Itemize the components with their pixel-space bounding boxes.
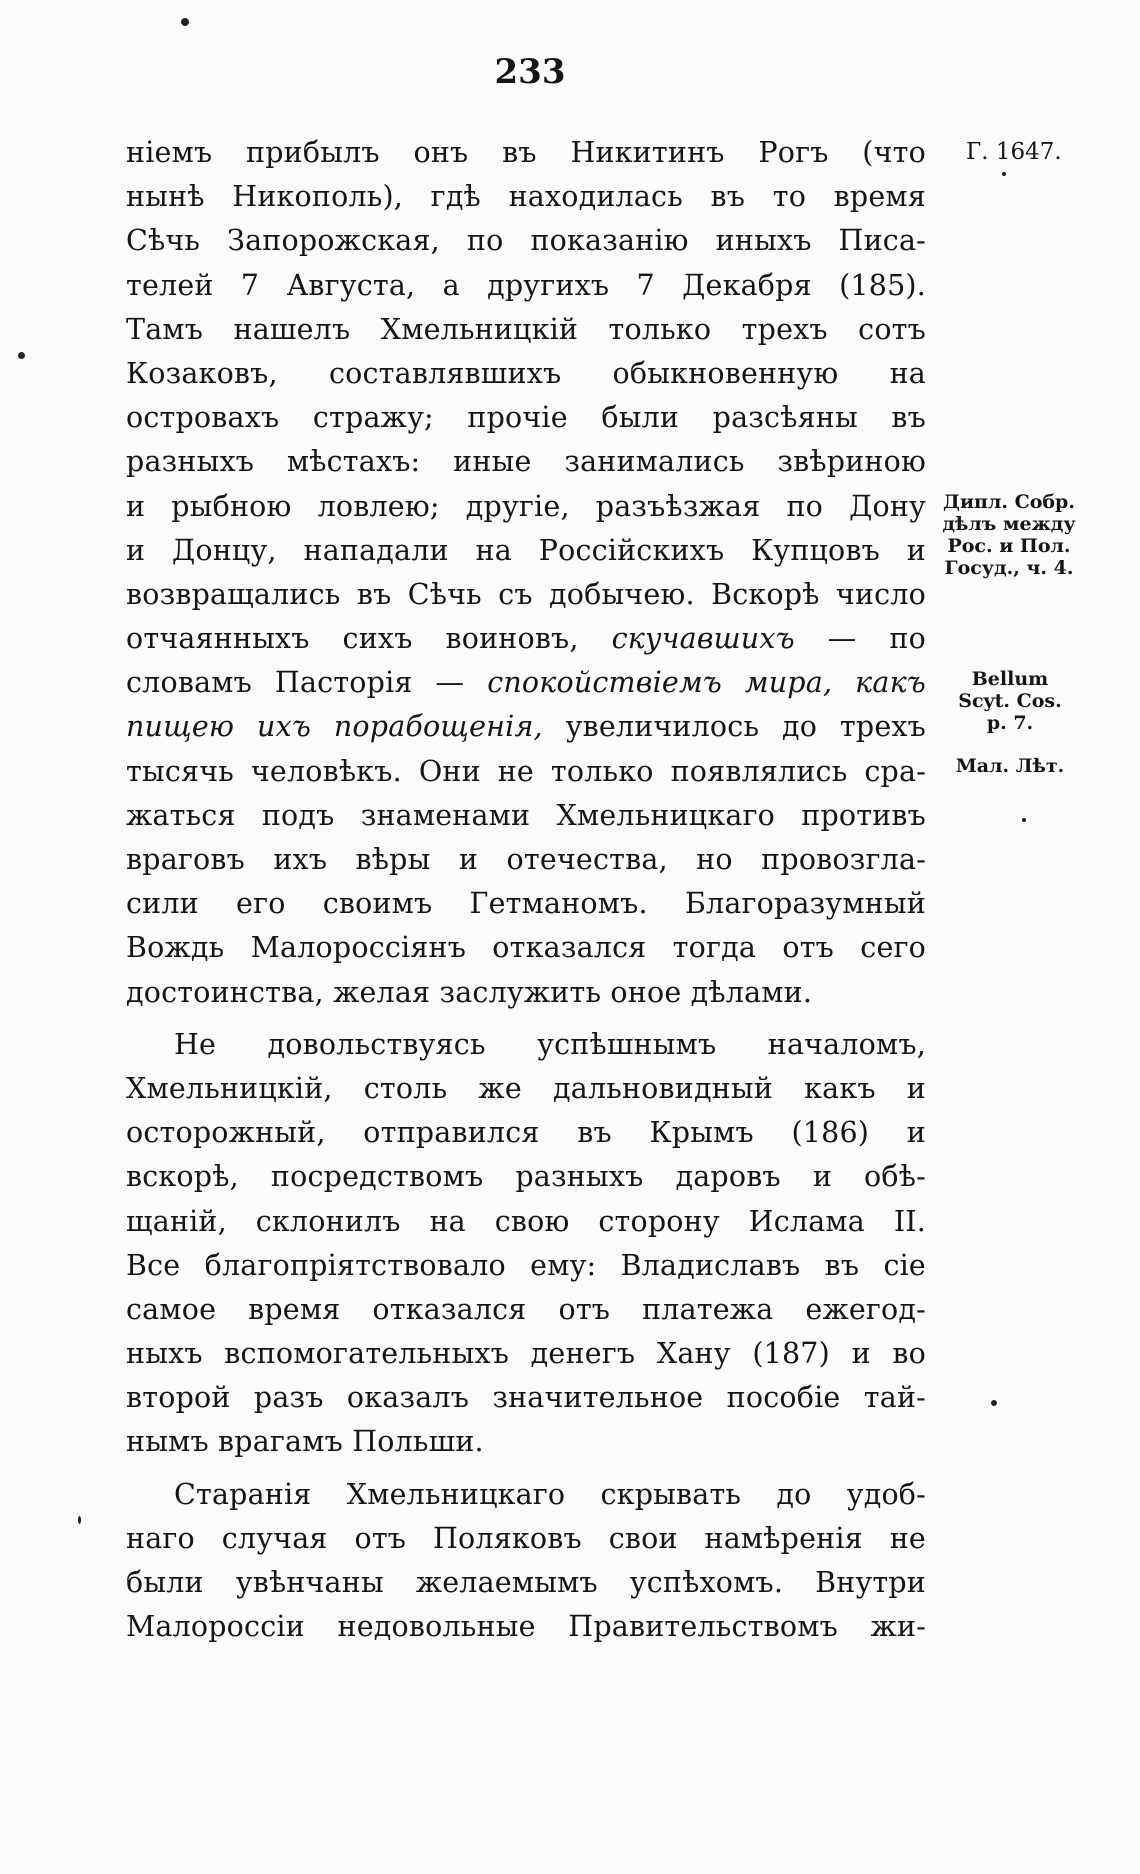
text-line: и рыбною ловлею; другіе, разъѣзжая по Дону xyxy=(126,489,926,523)
italic-run: скучавшихъ xyxy=(611,622,795,656)
italic-run: спокойствіемъ мира, какъ xyxy=(487,666,926,700)
text-line: достоинства, желая заслужить оное дѣлами. xyxy=(126,975,813,1009)
text-line: щаній, склонилъ на свою сторону Ислама II. xyxy=(126,1204,926,1238)
text-line xyxy=(126,661,926,705)
page-number: 233 xyxy=(494,52,566,92)
text-line: Хмельницкій, столь же дальновидный какъ и xyxy=(126,1071,926,1105)
text-line: и Донцу, нападали на Россійскихъ Купцовъ и xyxy=(126,533,926,567)
paragraph-gap xyxy=(126,1015,926,1023)
text-line: сили его своимъ Гетманомъ. Благоразумный xyxy=(126,887,926,921)
margin-note-line: Рос. и Пол. xyxy=(947,535,1071,557)
text-line xyxy=(126,617,926,661)
text-line: Все благопріятствовало ему: Владиславъ въ сіе xyxy=(126,1248,926,1282)
margin-note-line: Дипл. Собр. xyxy=(943,491,1075,513)
text-line: наго случая отъ Поляковъ свои намѣренія не xyxy=(126,1521,926,1555)
text-line: Малороссіи недовольные Правительствомъ жи- xyxy=(126,1610,926,1644)
margin-note-source: Мал. Лѣт. xyxy=(955,755,1065,777)
ink-speck xyxy=(181,18,189,26)
text-run: увеличилось до трехъ xyxy=(542,710,926,744)
paragraph-gap xyxy=(126,1465,926,1473)
margin-note-line: p. 7. xyxy=(986,712,1034,734)
text-line: тысячь человѣкъ. Они не только появлялись сра- xyxy=(126,754,926,788)
text-line xyxy=(126,705,926,749)
ink-speck xyxy=(1002,172,1006,176)
text-line: Вождь Малороссіянъ отказался тогда отъ сего xyxy=(126,931,926,965)
margin-note-source xyxy=(950,668,1070,734)
margin-note-line: дѣлъ между xyxy=(942,513,1076,535)
text-line: ніемъ прибылъ онъ въ Никитинъ Рогъ (что xyxy=(126,136,926,169)
text-line: враговъ ихъ вѣры и отечества, но провозгла- xyxy=(126,843,926,876)
ink-speck xyxy=(78,1516,81,1524)
text-line: ныхъ вспомогательныхъ денегъ Хану (187) и во xyxy=(126,1337,926,1371)
text-line: островахъ стражу; прочіе были разсѣяны въ xyxy=(126,401,926,435)
body-text xyxy=(126,131,926,1649)
text-line: нымъ врагамъ Польши. xyxy=(126,1425,484,1459)
italic-run: пищею ихъ порабощенія, xyxy=(126,710,543,744)
margin-note-line: Bellum xyxy=(971,668,1049,690)
margin-note-year: Г. 1647. xyxy=(966,139,1062,165)
text-run: отчаянныхъ сихъ воиновъ, xyxy=(126,622,612,656)
text-line: телей 7 Августа, а другихъ 7 Декабря (185). xyxy=(126,268,926,302)
text-line: самое время отказался отъ платежа ежегод- xyxy=(126,1292,926,1326)
text-line: нынѣ Никополь), гдѣ находилась въ то время xyxy=(126,180,926,214)
text-line: Козаковъ, составлявшихъ обыкновенную на xyxy=(126,356,926,390)
text-run: — по xyxy=(794,622,926,656)
text-line: Тамъ нашелъ Хмельницкій только трехъ сотъ xyxy=(126,312,926,346)
text-run: словамъ Пасторія — xyxy=(126,666,488,700)
text-line: Сѣчь Запорожская, по показанію иныхъ Писа- xyxy=(126,224,926,258)
text-line: были увѣнчаны желаемымъ успѣхомъ. Внутри xyxy=(126,1566,926,1599)
text-line: осторожный, отправился въ Крымъ (186) и xyxy=(126,1116,926,1150)
ink-speck xyxy=(18,352,25,359)
ink-speck xyxy=(1022,818,1026,822)
text-line: возвращались въ Сѣчь съ добычею. Вскорѣ число xyxy=(126,577,926,611)
text-line: второй разъ оказалъ значительное пособіе тай- xyxy=(126,1381,926,1415)
text-line: Старанія Хмельницкаго скрывать до удоб- xyxy=(174,1477,926,1511)
text-line: жаться подъ знаменами Хмельницкаго противъ xyxy=(126,798,926,832)
margin-note-line: Госуд., ч. 4. xyxy=(944,557,1074,579)
text-line: разныхъ мѣстахъ: иные занимались звѣриною xyxy=(126,445,926,479)
margin-note-line: Scyt. Cos. xyxy=(958,690,1062,712)
ink-speck xyxy=(991,1400,997,1406)
text-line: вскорѣ, посредствомъ разныхъ даровъ и обѣ- xyxy=(126,1160,926,1194)
text-line: Не довольствуясь успѣшнымъ началомъ, xyxy=(174,1027,926,1061)
margin-note-source xyxy=(934,491,1084,579)
